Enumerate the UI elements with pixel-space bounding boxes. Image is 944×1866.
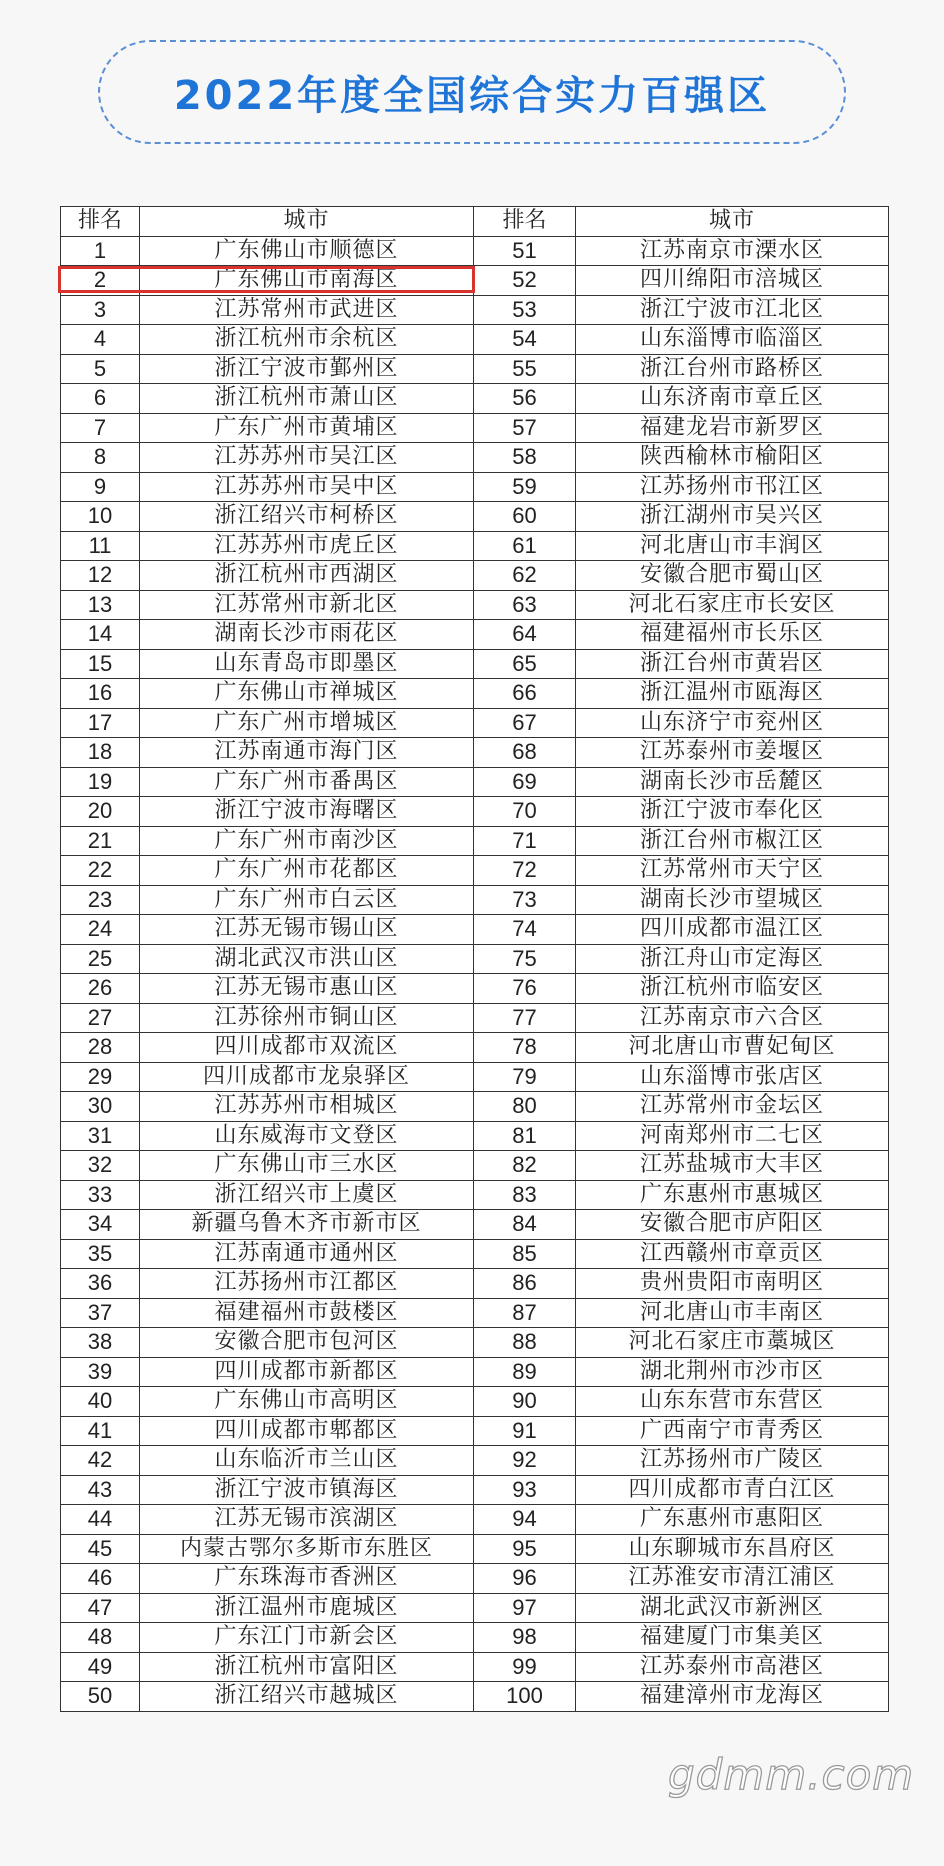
city-cell-right: 浙江台州市路桥区 [576, 354, 889, 384]
rank-cell-left: 25 [61, 944, 140, 974]
city-cell-right: 广东惠州市惠城区 [576, 1180, 889, 1210]
city-cell-right: 福建福州市长乐区 [576, 620, 889, 650]
rank-cell-right: 80 [474, 1092, 576, 1122]
rank-cell-right: 97 [474, 1593, 576, 1623]
rank-cell-left: 6 [61, 384, 140, 414]
city-cell-right: 浙江台州市椒江区 [576, 826, 889, 856]
city-cell-right: 福建厦门市集美区 [576, 1623, 889, 1653]
rank-cell-left: 21 [61, 826, 140, 856]
table-row [61, 325, 889, 355]
rank-cell-right: 84 [474, 1210, 576, 1240]
city-cell-right: 安徽合肥市庐阳区 [576, 1210, 889, 1240]
city-cell-left: 江苏无锡市滨湖区 [140, 1505, 474, 1535]
city-cell-right: 河北石家庄市藁城区 [576, 1328, 889, 1358]
rank-cell-left: 19 [61, 767, 140, 797]
rank-cell-left: 23 [61, 885, 140, 915]
rank-cell-left: 35 [61, 1239, 140, 1269]
rank-cell-left: 30 [61, 1092, 140, 1122]
table-row [61, 1210, 889, 1240]
city-cell-left: 浙江温州市鹿城区 [140, 1593, 474, 1623]
table-row [61, 1180, 889, 1210]
rank-cell-right: 62 [474, 561, 576, 591]
city-cell-right: 山东淄博市张店区 [576, 1062, 889, 1092]
city-cell-left: 广东广州市花都区 [140, 856, 474, 886]
city-cell-right: 湖北武汉市新洲区 [576, 1593, 889, 1623]
rank-cell-left: 41 [61, 1416, 140, 1446]
rank-cell-right: 74 [474, 915, 576, 945]
title-banner [98, 40, 846, 144]
city-cell-left: 浙江宁波市镇海区 [140, 1475, 474, 1505]
table-row [61, 915, 889, 945]
city-cell-left: 浙江绍兴市上虞区 [140, 1180, 474, 1210]
rank-cell-left: 17 [61, 708, 140, 738]
rank-cell-right: 72 [474, 856, 576, 886]
table-row [61, 354, 889, 384]
rank-cell-left: 22 [61, 856, 140, 886]
rank-cell-right: 67 [474, 708, 576, 738]
table-row [61, 384, 889, 414]
rank-cell-left: 11 [61, 531, 140, 561]
city-cell-left: 江苏南通市海门区 [140, 738, 474, 768]
rank-cell-right: 75 [474, 944, 576, 974]
rank-cell-left: 40 [61, 1387, 140, 1417]
rank-cell-right: 99 [474, 1652, 576, 1682]
watermark: gdmm.com [668, 1750, 915, 1799]
city-cell-left: 广东佛山市顺德区 [140, 236, 474, 266]
table-row [61, 797, 889, 827]
city-cell-left: 广东广州市白云区 [140, 885, 474, 915]
city-cell-right: 湖南长沙市望城区 [576, 885, 889, 915]
table-row [61, 1652, 889, 1682]
table-row [61, 1564, 889, 1594]
city-cell-left: 浙江杭州市萧山区 [140, 384, 474, 414]
rank-cell-right: 98 [474, 1623, 576, 1653]
rank-cell-left: 48 [61, 1623, 140, 1653]
rank-cell-left: 3 [61, 295, 140, 325]
table-row [61, 679, 889, 709]
city-cell-right: 湖南长沙市岳麓区 [576, 767, 889, 797]
rank-cell-left: 15 [61, 649, 140, 679]
city-cell-left: 浙江宁波市鄞州区 [140, 354, 474, 384]
table-row [61, 1357, 889, 1387]
city-cell-right: 江苏常州市天宁区 [576, 856, 889, 886]
rank-cell-left: 45 [61, 1534, 140, 1564]
city-cell-left: 广东广州市增城区 [140, 708, 474, 738]
city-cell-left: 江苏南通市通州区 [140, 1239, 474, 1269]
table-row [61, 1298, 889, 1328]
table-row [61, 413, 889, 443]
rank-cell-left: 10 [61, 502, 140, 532]
city-cell-left: 浙江宁波市海曙区 [140, 797, 474, 827]
rank-cell-right: 69 [474, 767, 576, 797]
table-row [61, 1269, 889, 1299]
table-row [61, 974, 889, 1004]
rank-cell-left: 24 [61, 915, 140, 945]
rank-cell-right: 77 [474, 1003, 576, 1033]
rank-cell-right: 94 [474, 1505, 576, 1535]
table-row [61, 1003, 889, 1033]
rank-cell-right: 96 [474, 1564, 576, 1594]
city-cell-left: 山东青岛市即墨区 [140, 649, 474, 679]
city-cell-right: 陕西榆林市榆阳区 [576, 443, 889, 473]
table-row [61, 1416, 889, 1446]
city-cell-right: 江苏泰州市姜堰区 [576, 738, 889, 768]
rank-cell-right: 95 [474, 1534, 576, 1564]
table-row [61, 1534, 889, 1564]
rank-cell-left: 5 [61, 354, 140, 384]
rank-cell-right: 57 [474, 413, 576, 443]
city-cell-right: 山东淄博市临淄区 [576, 325, 889, 355]
rank-cell-right: 87 [474, 1298, 576, 1328]
city-cell-right: 山东济宁市兖州区 [576, 708, 889, 738]
city-cell-right: 河北唐山市丰润区 [576, 531, 889, 561]
city-cell-right: 四川成都市青白江区 [576, 1475, 889, 1505]
rank-cell-right: 86 [474, 1269, 576, 1299]
city-cell-left: 江苏苏州市相城区 [140, 1092, 474, 1122]
city-cell-right: 湖北荆州市沙市区 [576, 1357, 889, 1387]
city-cell-right: 广东惠州市惠阳区 [576, 1505, 889, 1535]
rank-cell-right: 85 [474, 1239, 576, 1269]
rank-cell-left: 27 [61, 1003, 140, 1033]
rank-cell-right: 64 [474, 620, 576, 650]
city-cell-right: 浙江台州市黄岩区 [576, 649, 889, 679]
ranking-table [60, 206, 889, 1712]
city-cell-left: 新疆乌鲁木齐市新市区 [140, 1210, 474, 1240]
city-cell-left: 广东广州市南沙区 [140, 826, 474, 856]
table-row [61, 1092, 889, 1122]
city-cell-right: 浙江宁波市奉化区 [576, 797, 889, 827]
city-cell-right: 福建龙岩市新罗区 [576, 413, 889, 443]
city-cell-left: 四川成都市龙泉驿区 [140, 1062, 474, 1092]
rank-cell-right: 53 [474, 295, 576, 325]
city-cell-left: 广东广州市番禺区 [140, 767, 474, 797]
table-row [61, 1121, 889, 1151]
table-row [61, 1062, 889, 1092]
city-cell-right: 河南郑州市二七区 [576, 1121, 889, 1151]
table-row [61, 1151, 889, 1181]
city-cell-left: 广东广州市黄埔区 [140, 413, 474, 443]
rank-cell-left: 29 [61, 1062, 140, 1092]
table-row [61, 502, 889, 532]
rank-cell-right: 58 [474, 443, 576, 473]
rank-cell-left: 26 [61, 974, 140, 1004]
rank-cell-left: 39 [61, 1357, 140, 1387]
city-cell-left: 广东佛山市禅城区 [140, 679, 474, 709]
city-cell-left: 四川成都市双流区 [140, 1033, 474, 1063]
city-cell-right: 四川成都市温江区 [576, 915, 889, 945]
rank-cell-right: 79 [474, 1062, 576, 1092]
city-cell-left: 湖北武汉市洪山区 [140, 944, 474, 974]
city-cell-left: 四川成都市新都区 [140, 1357, 474, 1387]
rank-cell-right: 68 [474, 738, 576, 768]
header-rank-left: 排名 [61, 207, 140, 237]
rank-cell-left: 32 [61, 1151, 140, 1181]
rank-cell-left: 14 [61, 620, 140, 650]
rank-cell-left: 20 [61, 797, 140, 827]
table-row [61, 1682, 889, 1712]
table-row [61, 266, 889, 296]
city-cell-left: 江苏苏州市吴中区 [140, 472, 474, 502]
city-cell-left: 山东威海市文登区 [140, 1121, 474, 1151]
rank-cell-left: 49 [61, 1652, 140, 1682]
rank-cell-right: 55 [474, 354, 576, 384]
rank-cell-right: 93 [474, 1475, 576, 1505]
rank-cell-left: 36 [61, 1269, 140, 1299]
rank-cell-right: 71 [474, 826, 576, 856]
rank-cell-right: 52 [474, 266, 576, 296]
city-cell-left: 浙江绍兴市越城区 [140, 1682, 474, 1712]
city-cell-left: 内蒙古鄂尔多斯市东胜区 [140, 1534, 474, 1564]
table-row [61, 944, 889, 974]
rank-cell-right: 54 [474, 325, 576, 355]
city-cell-right: 江苏盐城市大丰区 [576, 1151, 889, 1181]
city-cell-left: 广东珠海市香洲区 [140, 1564, 474, 1594]
rank-cell-right: 61 [474, 531, 576, 561]
city-cell-left: 浙江杭州市西湖区 [140, 561, 474, 591]
city-cell-right: 广西南宁市青秀区 [576, 1416, 889, 1446]
rank-cell-left: 46 [61, 1564, 140, 1594]
rank-cell-left: 2 [61, 266, 140, 296]
city-cell-right: 江苏泰州市高港区 [576, 1652, 889, 1682]
city-cell-right: 江苏南京市溧水区 [576, 236, 889, 266]
table-row [61, 531, 889, 561]
city-cell-left: 浙江杭州市富阳区 [140, 1652, 474, 1682]
city-cell-right: 福建漳州市龙海区 [576, 1682, 889, 1712]
table-row [61, 1033, 889, 1063]
rank-cell-left: 4 [61, 325, 140, 355]
city-cell-left: 四川成都市郫都区 [140, 1416, 474, 1446]
table-row [61, 708, 889, 738]
city-cell-right: 浙江宁波市江北区 [576, 295, 889, 325]
city-cell-left: 江苏苏州市虎丘区 [140, 531, 474, 561]
rank-cell-left: 44 [61, 1505, 140, 1535]
city-cell-right: 浙江湖州市吴兴区 [576, 502, 889, 532]
city-cell-left: 福建福州市鼓楼区 [140, 1298, 474, 1328]
city-cell-left: 广东佛山市高明区 [140, 1387, 474, 1417]
city-cell-left: 江苏常州市武进区 [140, 295, 474, 325]
rank-cell-left: 38 [61, 1328, 140, 1358]
rank-cell-right: 65 [474, 649, 576, 679]
table-row [61, 1328, 889, 1358]
table-row [61, 885, 889, 915]
table-row [61, 1475, 889, 1505]
city-cell-right: 山东济南市章丘区 [576, 384, 889, 414]
city-cell-right: 山东聊城市东昌府区 [576, 1534, 889, 1564]
city-cell-left: 浙江杭州市余杭区 [140, 325, 474, 355]
header-city-left: 城市 [140, 207, 474, 237]
city-cell-right: 浙江温州市瓯海区 [576, 679, 889, 709]
rank-cell-right: 83 [474, 1180, 576, 1210]
rank-cell-left: 8 [61, 443, 140, 473]
table-row [61, 738, 889, 768]
city-cell-right: 浙江杭州市临安区 [576, 974, 889, 1004]
table-row [61, 620, 889, 650]
rank-cell-right: 59 [474, 472, 576, 502]
table-header-row [61, 207, 889, 237]
city-cell-left: 江苏无锡市惠山区 [140, 974, 474, 1004]
table-row [61, 1446, 889, 1476]
city-cell-right: 浙江舟山市定海区 [576, 944, 889, 974]
rank-cell-left: 50 [61, 1682, 140, 1712]
rank-cell-left: 43 [61, 1475, 140, 1505]
city-cell-right: 江苏常州市金坛区 [576, 1092, 889, 1122]
city-cell-right: 江苏南京市六合区 [576, 1003, 889, 1033]
rank-cell-left: 16 [61, 679, 140, 709]
table-row [61, 1623, 889, 1653]
table-row [61, 649, 889, 679]
table-row [61, 443, 889, 473]
table-row [61, 236, 889, 266]
city-cell-right: 江苏淮安市清江浦区 [576, 1564, 889, 1594]
city-cell-left: 江苏苏州市吴江区 [140, 443, 474, 473]
rank-cell-right: 92 [474, 1446, 576, 1476]
rank-cell-right: 90 [474, 1387, 576, 1417]
rank-cell-left: 31 [61, 1121, 140, 1151]
rank-cell-right: 51 [474, 236, 576, 266]
city-cell-left: 安徽合肥市包河区 [140, 1328, 474, 1358]
rank-cell-right: 88 [474, 1328, 576, 1358]
table-row [61, 767, 889, 797]
city-cell-left: 广东佛山市三水区 [140, 1151, 474, 1181]
rank-cell-right: 89 [474, 1357, 576, 1387]
rank-cell-left: 33 [61, 1180, 140, 1210]
city-cell-left: 江苏扬州市江都区 [140, 1269, 474, 1299]
rank-cell-right: 91 [474, 1416, 576, 1446]
city-cell-left: 江苏徐州市铜山区 [140, 1003, 474, 1033]
city-cell-right: 河北石家庄市长安区 [576, 590, 889, 620]
table-row [61, 1505, 889, 1535]
table-row [61, 1593, 889, 1623]
rank-cell-right: 66 [474, 679, 576, 709]
city-cell-right: 河北唐山市丰南区 [576, 1298, 889, 1328]
table-row [61, 1387, 889, 1417]
table-body [61, 236, 889, 1711]
city-cell-left: 山东临沂市兰山区 [140, 1446, 474, 1476]
city-cell-left: 江苏无锡市锡山区 [140, 915, 474, 945]
rank-cell-left: 18 [61, 738, 140, 768]
rank-cell-right: 73 [474, 885, 576, 915]
city-cell-right: 江西赣州市章贡区 [576, 1239, 889, 1269]
rank-cell-right: 78 [474, 1033, 576, 1063]
rank-cell-right: 82 [474, 1151, 576, 1181]
city-cell-right: 河北唐山市曹妃甸区 [576, 1033, 889, 1063]
rank-cell-left: 1 [61, 236, 140, 266]
rank-cell-left: 28 [61, 1033, 140, 1063]
city-cell-right: 贵州贵阳市南明区 [576, 1269, 889, 1299]
city-cell-left: 湖南长沙市雨花区 [140, 620, 474, 650]
table-row [61, 1239, 889, 1269]
rank-cell-right: 76 [474, 974, 576, 1004]
city-cell-right: 安徽合肥市蜀山区 [576, 561, 889, 591]
rank-cell-right: 81 [474, 1121, 576, 1151]
rank-cell-right: 60 [474, 502, 576, 532]
city-cell-right: 江苏扬州市广陵区 [576, 1446, 889, 1476]
rank-cell-right: 63 [474, 590, 576, 620]
rank-cell-left: 34 [61, 1210, 140, 1240]
rank-cell-left: 9 [61, 472, 140, 502]
rank-cell-left: 47 [61, 1593, 140, 1623]
rank-cell-left: 42 [61, 1446, 140, 1476]
city-cell-right: 四川绵阳市涪城区 [576, 266, 889, 296]
rank-cell-left: 7 [61, 413, 140, 443]
page-title: 2022年度全国综合实力百强区 [173, 72, 771, 119]
table-row [61, 856, 889, 886]
rank-cell-right: 70 [474, 797, 576, 827]
rank-cell-right: 56 [474, 384, 576, 414]
header-rank-right: 排名 [474, 207, 576, 237]
city-cell-left: 广东江门市新会区 [140, 1623, 474, 1653]
city-cell-right: 山东东营市东营区 [576, 1387, 889, 1417]
table-row [61, 472, 889, 502]
rank-cell-right: 100 [474, 1682, 576, 1712]
city-cell-left: 江苏常州市新北区 [140, 590, 474, 620]
rank-cell-left: 37 [61, 1298, 140, 1328]
city-cell-left: 广东佛山市南海区 [140, 266, 474, 296]
table-row [61, 590, 889, 620]
header-city-right: 城市 [576, 207, 889, 237]
rank-cell-left: 12 [61, 561, 140, 591]
table-row [61, 295, 889, 325]
table-row [61, 561, 889, 591]
city-cell-left: 浙江绍兴市柯桥区 [140, 502, 474, 532]
city-cell-right: 江苏扬州市邗江区 [576, 472, 889, 502]
rank-cell-left: 13 [61, 590, 140, 620]
table-row [61, 826, 889, 856]
